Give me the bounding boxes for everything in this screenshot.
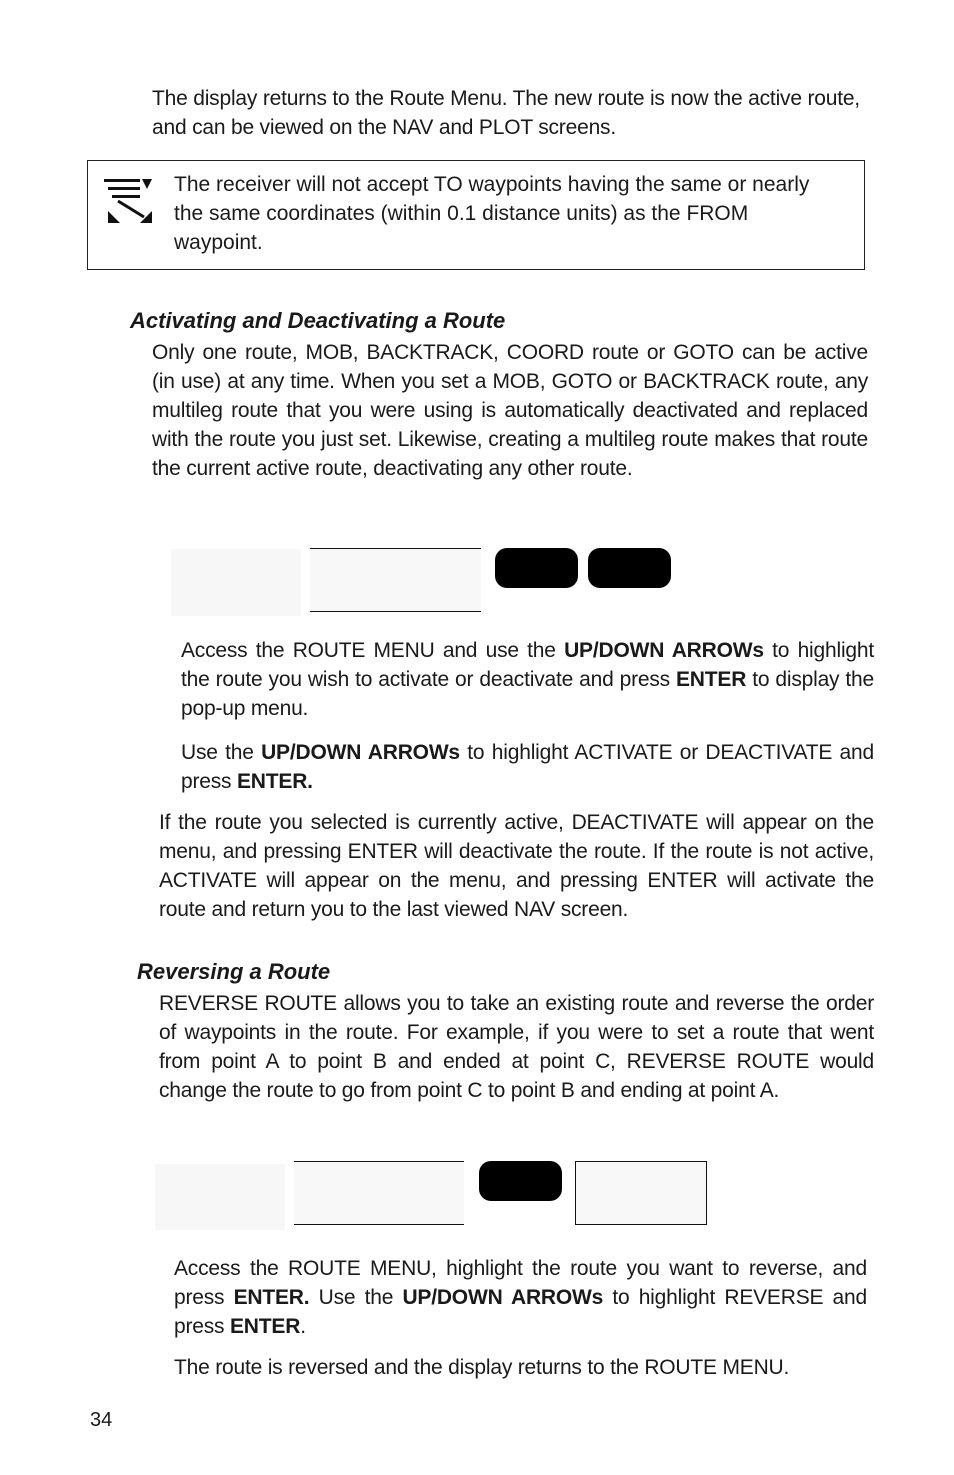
enter-key-2[interactable] xyxy=(479,1161,562,1201)
display-screen-route-menu-2 xyxy=(294,1161,464,1225)
note-box xyxy=(87,160,865,270)
note-icon xyxy=(102,175,154,227)
activate-step-2: Use the UP/DOWN ARROWs to highlight ACTIVATE or DEACTIVATE and press ENTER. xyxy=(181,741,874,793)
display-screen-route-menu xyxy=(310,548,481,612)
enter-key[interactable] xyxy=(588,548,671,588)
display-screen-blank xyxy=(171,549,301,616)
activate-step-1: Access the ROUTE MENU and use the UP/DOWN ARROWs to highlight the route you wish to activate or deactivate and press ENTER to display the pop-up menu. xyxy=(181,639,875,720)
reverse-result: The route is reversed and the display returns to the ROUTE MENU. xyxy=(174,1356,790,1379)
display-screen-blank-2 xyxy=(155,1164,285,1230)
display-screen-popup xyxy=(575,1161,707,1225)
note-text: The receiver will not accept TO waypoints having the same or nearly the same coordinates (within 0.1 distance units) as the FROM waypoint. xyxy=(174,173,810,254)
reverse-body: REVERSE ROUTE allows you to take an existing route and reverse the order of waypoints in the route. For example, if you were to set a route that went from point A to point B and ended at point C, REVERSE ROUTE would change the route to go from point C to point B and ending at point A. xyxy=(159,992,874,1102)
activate-heading: Activating and Deactivating a Route xyxy=(130,308,506,333)
activate-body: Only one route, MOB, BACKTRACK, COORD route or GOTO can be active (in use) at any time. When you set a MOB, GOTO or BACKTRACK route, any multileg route that you were using is automatically deactivated and replaced with the route you just set. Likewise, creating a multileg route makes that route the current active route, deactivating any other route. xyxy=(152,341,868,480)
activate-explanation: If the route you selected is currently active, DEACTIVATE will appear on the menu, and pressing ENTER will deactivate the route. If the route is not active, ACTIVATE will appear on the menu, and pressing ENTER will activate the route and return you to the last viewed NAV screen. xyxy=(159,811,874,921)
intro-paragraph: The display returns to the Route Menu. The new route is now the active route, and can be viewed on the NAV and PLOT screens. xyxy=(152,87,860,139)
page-number: 34 xyxy=(90,1409,113,1431)
reverse-step-1: Access the ROUTE MENU, highlight the route you want to reverse, and press ENTER. Use the UP/DOWN ARROWs to highlight REVERSE and press ENTER. xyxy=(174,1257,867,1338)
arrow-key[interactable] xyxy=(495,548,578,588)
reverse-heading: Reversing a Route xyxy=(137,959,331,984)
